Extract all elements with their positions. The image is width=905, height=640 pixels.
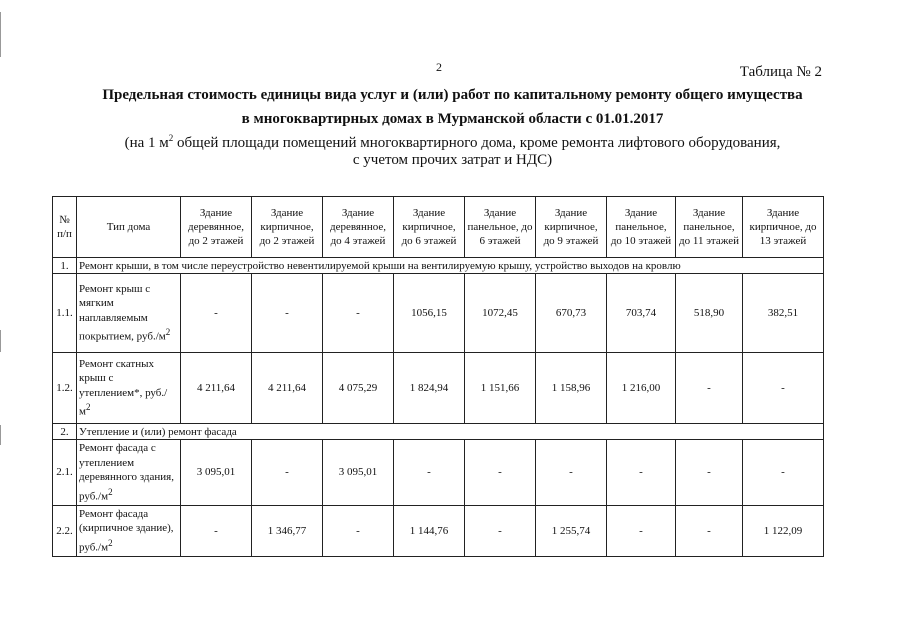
header-col: Здание кирпичное, до 9 этажей <box>536 197 607 258</box>
row-num: 2.2. <box>53 505 77 556</box>
section-title: Ремонт крыши, в том числе переустройство невентилируемой крыши на вентилируемую крышу, устройство выходов на кровлю <box>77 258 824 274</box>
price-cell: 382,51 <box>743 274 824 353</box>
row-num: 1.2. <box>53 353 77 424</box>
price-cell: - <box>465 440 536 506</box>
price-cell: - <box>536 440 607 506</box>
row-name <box>77 440 181 506</box>
price-cell: 4 211,64 <box>181 353 252 424</box>
price-cell: - <box>181 505 252 556</box>
header-type: Тип дома <box>77 197 181 258</box>
table-label: Таблица № 2 <box>739 64 822 80</box>
section-row <box>53 258 824 274</box>
price-cell: - <box>607 440 676 506</box>
header-col: Здание деревянное, до 4 этажей <box>323 197 394 258</box>
row-num: 1.1. <box>53 274 77 353</box>
table-row <box>53 505 824 556</box>
row-name <box>77 274 181 353</box>
scan-edge-mark <box>0 425 1 445</box>
subtitle-text: общей площади помещений многоквартирного дома, кроме ремонта лифтового оборудования, <box>173 135 781 151</box>
document-title-line2: в многоквартирных домах в Мурманской области с 01.01.2017 <box>241 111 664 127</box>
header-col: Здание деревянное, до 2 этажей <box>181 197 252 258</box>
row-name-superscript: 2 <box>165 327 171 338</box>
price-cell: 518,90 <box>676 274 743 353</box>
document-title-line1: Предельная стоимость единицы вида услуг и (или) работ по капитальному ремонту общего имущества <box>102 87 803 103</box>
section-title: Утепление и (или) ремонт фасада <box>77 424 824 440</box>
price-cell: 1 151,66 <box>465 353 536 424</box>
price-cell: - <box>743 353 824 424</box>
price-cell: - <box>181 274 252 353</box>
price-cell: 1 158,96 <box>536 353 607 424</box>
header-col: Здание кирпичное, до 13 этажей <box>743 197 824 258</box>
price-cell: 4 075,29 <box>323 353 394 424</box>
row-name-text: Ремонт фасада с утеплением деревянного здания, руб./м <box>79 442 174 503</box>
document-subtitle-line2: с учетом прочих затрат и НДС) <box>352 152 553 168</box>
row-name-superscript: 2 <box>108 537 113 548</box>
scan-edge-mark <box>0 330 1 352</box>
price-cell: - <box>252 274 323 353</box>
document-subtitle-line1 <box>0 133 905 152</box>
header-col: Здание панельное, до 11 этажей <box>676 197 743 258</box>
price-cell: - <box>676 440 743 506</box>
section-row <box>53 424 824 440</box>
price-cell: - <box>743 440 824 506</box>
price-cell: 1 144,76 <box>394 505 465 556</box>
price-cell: - <box>676 353 743 424</box>
row-name-superscript: 2 <box>108 486 113 497</box>
header-col: Здание панельное, до 6 этажей <box>465 197 536 258</box>
row-name <box>77 353 181 424</box>
section-num: 1. <box>53 258 77 274</box>
header-col: Здание кирпичное, до 2 этажей <box>252 197 323 258</box>
price-cell: - <box>394 440 465 506</box>
price-cell: - <box>607 505 676 556</box>
header-num: № п/п <box>53 197 77 258</box>
price-cell: 1 122,09 <box>743 505 824 556</box>
price-cell: 1 255,74 <box>536 505 607 556</box>
price-cell: 670,73 <box>536 274 607 353</box>
row-num: 2.1. <box>53 440 77 506</box>
price-table <box>52 196 824 557</box>
subtitle-superscript: 2 <box>168 133 174 143</box>
price-cell: 1 346,77 <box>252 505 323 556</box>
price-cell: - <box>676 505 743 556</box>
row-name-superscript: 2 <box>85 402 91 413</box>
subtitle-text: (на 1 м <box>124 135 169 151</box>
table-row <box>53 440 824 506</box>
price-cell: 3 095,01 <box>181 440 252 506</box>
price-cell: 703,74 <box>607 274 676 353</box>
price-cell: 1056,15 <box>394 274 465 353</box>
row-name <box>77 505 181 556</box>
page-number: 2 <box>436 60 442 74</box>
price-cell: 3 095,01 <box>323 440 394 506</box>
row-name-text: Ремонт крыш с мягким наплавляемым покрытием, руб./м <box>79 282 166 343</box>
section-num: 2. <box>53 424 77 440</box>
price-cell: 4 211,64 <box>252 353 323 424</box>
table-row <box>53 274 824 353</box>
row-name-text: Ремонт фасада (кирпичное здание), руб./м <box>79 507 174 554</box>
header-col: Здание кирпичное, до 6 этажей <box>394 197 465 258</box>
price-cell: - <box>323 505 394 556</box>
price-cell: - <box>465 505 536 556</box>
price-cell: - <box>323 274 394 353</box>
price-cell: 1 216,00 <box>607 353 676 424</box>
row-name-text: Ремонт скатных крыш с утеплением*, руб./м <box>79 357 168 418</box>
price-cell: 1072,45 <box>465 274 536 353</box>
price-cell: 1 824,94 <box>394 353 465 424</box>
scan-edge-mark <box>0 12 1 57</box>
table-row <box>53 353 824 424</box>
price-cell: - <box>252 440 323 506</box>
header-col: Здание панельное, до 10 этажей <box>607 197 676 258</box>
table-header-row <box>53 197 824 258</box>
